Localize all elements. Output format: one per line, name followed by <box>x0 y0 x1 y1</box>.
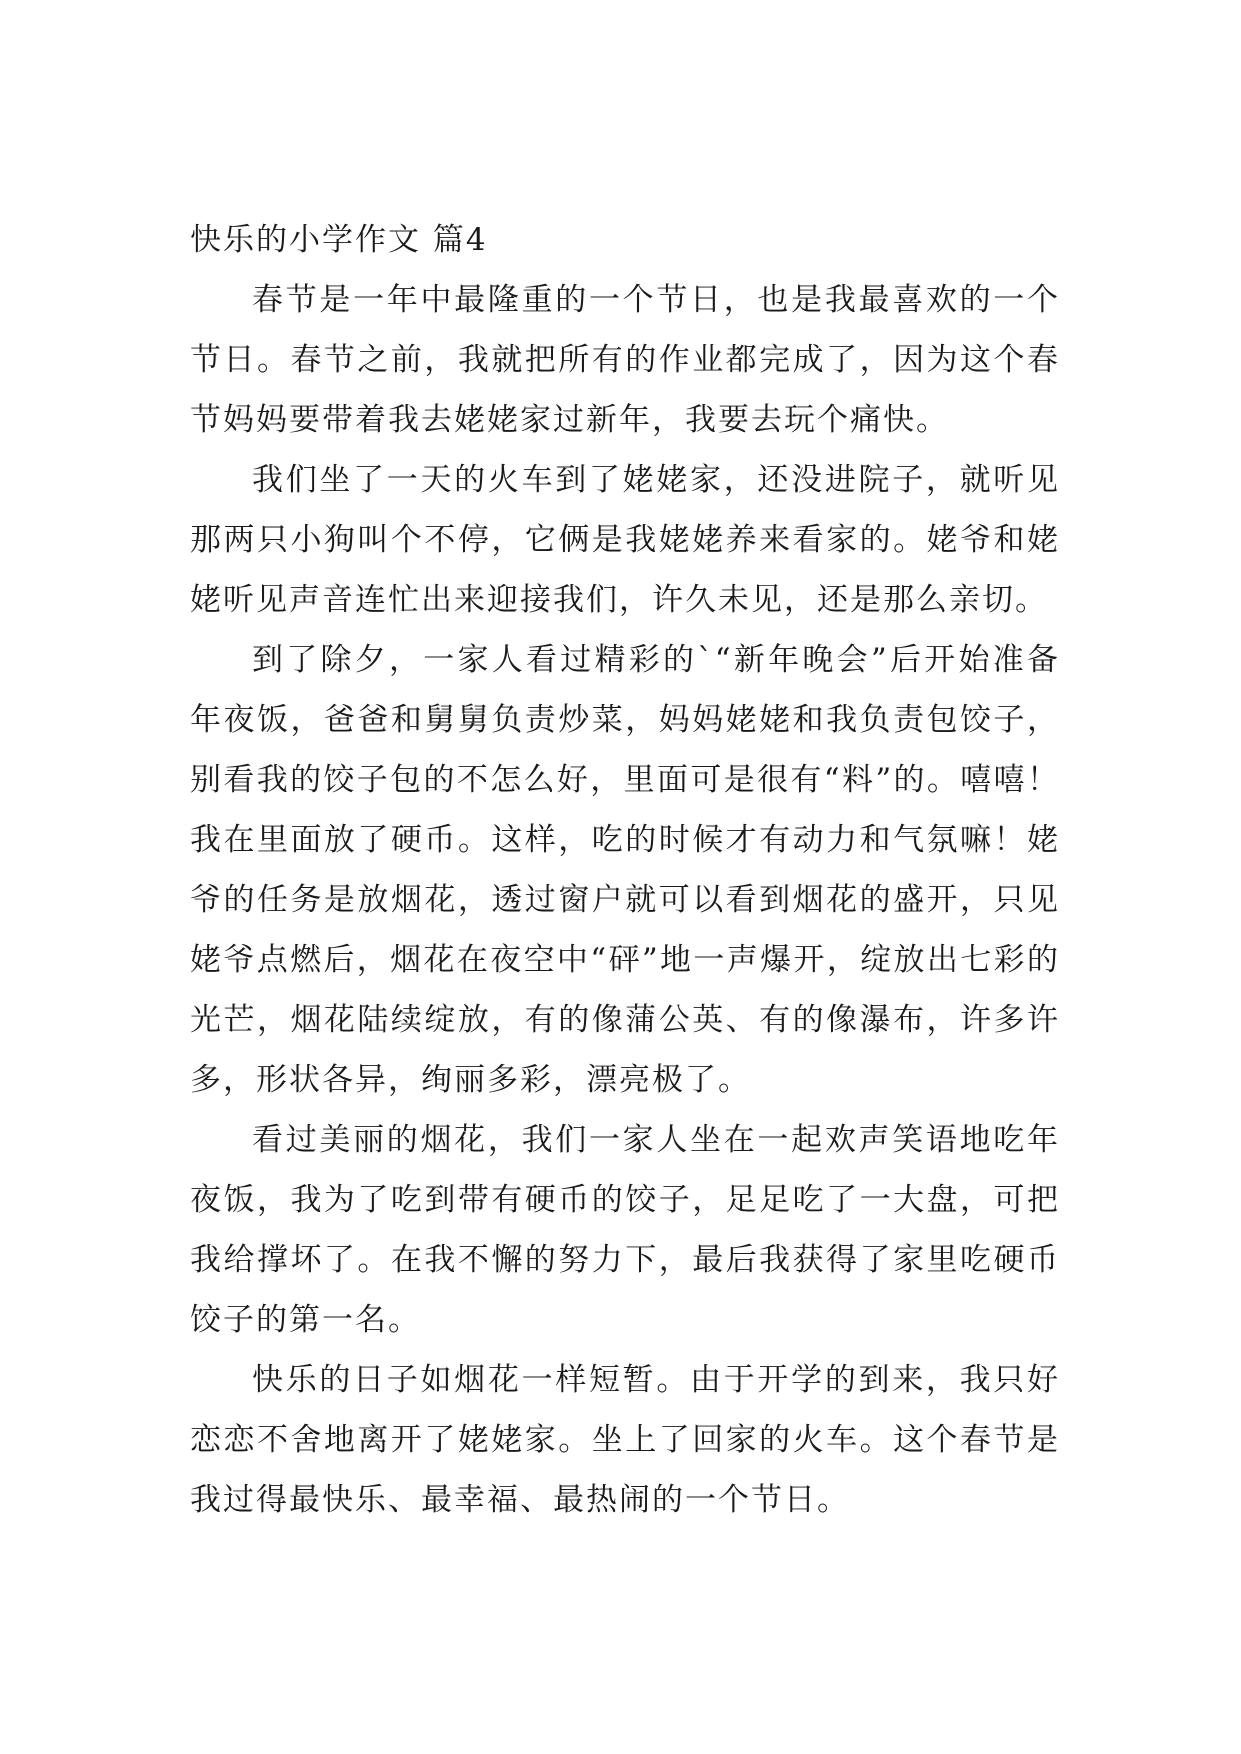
paragraph-4: 看过美丽的烟花，我们一家人坐在一起欢声笑语地吃年夜饭，我为了吃到带有硬币的饺子，足足吃了一大盘，可把我给撑坏了。在我不懈的努力下，最后我获得了家里吃硬币饺子的第一名。 <box>190 1122 1060 1338</box>
paragraph-2: 我们坐了一天的火车到了姥姥家，还没进院子，就听见那两只小狗叫个不停，它俩是我姥姥养来看家的。姥爷和姥姥听见声音连忙出来迎接我们，许久未见，还是那么亲切。 <box>190 462 1060 618</box>
paragraph-3: 到了除夕，一家人看过精彩的`“新年晚会”后开始准备年夜饭，爸爸和舅舅负责炒菜，妈妈姥姥和我负责包饺子，别看我的饺子包的不怎么好，里面可是很有“料”的。嘻嘻！我在里面放了硬币。这样，吃的时候才有动力和气氛嘛！姥爷的任务是放烟花，透过窗户就可以看到烟花的盛开，只见姥爷点燃后，烟花在夜空中“砰”地一声爆开，绽放出七彩的光芒，烟花陆续绽放，有的像蒲公英、有的像瀑布，许多许多，形状各异，绚丽多彩，漂亮极了。 <box>190 642 1060 1098</box>
document-body <box>190 210 1060 1530</box>
document-title: 快乐的小学作文 篇4 <box>190 222 488 258</box>
paragraph-1: 春节是一年中最隆重的一个节日，也是我最喜欢的一个节日。春节之前，我就把所有的作业都完成了，因为这个春节妈妈要带着我去姥姥家过新年，我要去玩个痛快。 <box>190 282 1060 438</box>
paragraph-5: 快乐的日子如烟花一样短暂。由于开学的到来，我只好恋恋不舍地离开了姥姥家。坐上了回家的火车。这个春节是我过得最快乐、最幸福、最热闹的一个节日。 <box>190 1362 1060 1518</box>
